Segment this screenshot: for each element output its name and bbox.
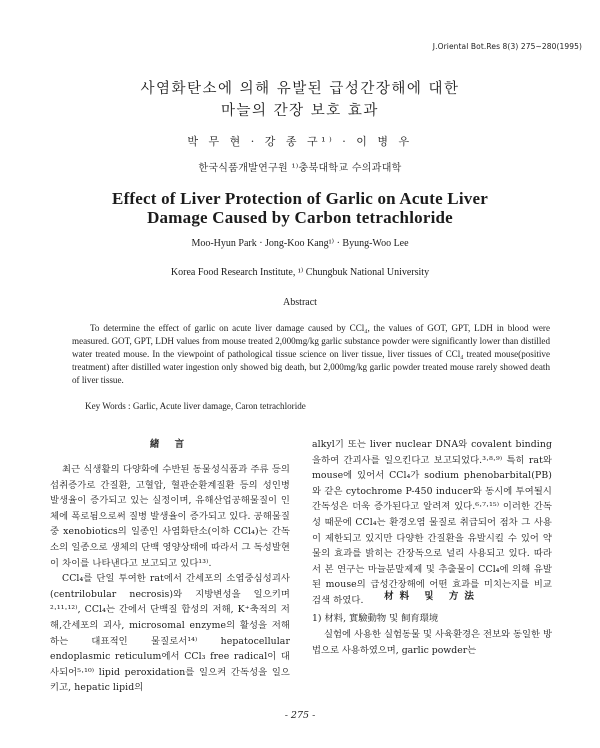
korean-title-line-2: 마늘의 간장 보호 효과 [221,103,379,119]
english-affiliation: Korea Food Research Institute, ¹⁾ Chungbuk National University [170,267,430,278]
page-number: - 275 - [284,710,316,721]
left-column [50,462,290,696]
english-title-line-1: Effect of Liver Protection of Garlic on Acute Liver [112,189,488,208]
abstract-text: To determine the effect of garlic on acute liver damage caused by CCl₄, the values of GOT, GPT, LDH in blood were measured. GOT, GPT, LDH values from mouse treated 2,000mg/kg garlic substance powder were significantly lower than distilled water treated mouse. In the viewpoint of pathological tissue science on liver tissue, liver tissues of CCl₄ treated mouse(positive treatment) after distilled water ingestion only showed big death, but 2,000mg/kg garlic powder treated mouse rarely showed death of liver tissue. [72,323,550,385]
korean-authors: 박 무 현 · 강 종 구¹⁾ · 이 병 우 [187,135,413,148]
keywords: Key Words : Garlic, Acute liver damage, Caron tetrachloride [85,401,306,411]
english-title-line-2: Damage Caused by Carbon tetrachloride [147,208,453,227]
methods-subheading: 1) 材料, 實驗動物 및 飼育環境 [312,613,439,624]
english-authors: Moo-Hyun Park · Jong-Koo Kang¹⁾ · Byung-Woo Lee [191,238,409,249]
korean-affiliation: 한국식품개발연구원 ¹⁾충북대학교 수의과대학 [198,163,402,174]
methods-heading: 材料 및 方法 [384,591,480,602]
intro-heading: 緒 言 [149,439,191,450]
intro-paragraph-2: CCl₄를 단일 투여한 rat에서 간세포의 소엽중심성괴사(centrilobular necrosis)와 지방변성을 일으키며²·¹¹·¹²⁾, CCl₄는 간에서 단백질 합성의 저해, K⁺축적의 저해,간세포의 괴사, microsomal enzyme의 활성을 저해하는 대표적인 물질로서¹⁴⁾ hepatocellular endoplasmic reticulum에서 CCl₃ free radical이 대사되어⁵·¹⁰⁾ lipid peroxidation를 일으켜 간독성을 일으키고, hepatic lipid의 [50,573,290,694]
methods-paragraph: 실험에 사용한 실험동물 및 사육환경은 전보와 동일한 방법으로 사용하였으며, garlic powder는 [312,629,552,656]
intro-paragraph-1: 최근 식생활의 다양화에 수반된 동물성식품과 주류 등의 섭취증가로 간질환, 고혈압, 혈관순환계질환 등의 성인병 발생율이 증가되고 있는 실정이며, 유해산업공해물질이 인체에 폭로됨으로써 질병 발생율이 증가되고 있다. 공해물질중 xenobiotics의 일종인 사염화탄소(이하 CCl₄)는 간독소의 일종으로 생체의 단백 영양상태에 따라서 그 독성발현이 차이를 나타낸다고 보고되고 있다¹³⁾. [50,464,290,569]
abstract-heading: Abstract [283,297,317,308]
korean-title-line-1: 사염화탄소에 의해 유발된 급성간장해에 대한 [140,81,460,97]
journal-reference: J.Oriental Bot.Res 8(3) 275~280(1995) [432,42,582,51]
right-column [312,437,552,609]
right-paragraph-1: alkyl기 또는 liver nuclear DNA와 covalent binding을하여 간괴사를 일으킨다고 보고되었다.³·⁸·⁹⁾ 특히 rat와 mouse에 있어서 CCl₄가 sodium phenobarbital(PB)와 같은 cytochrome P-450 inducer와 동시에 투여될시 간독성은 더욱 증가된다고 알려져 있다.⁶·⁷·¹⁵⁾ 이러한 간독성 때문에 CCl₄는 환경오염 물질로 취급되어 점차 그 사용이 제한되고 있지만 다양한 간질환을 유발시킬 수 있어 약물의 효과를 밝히는 간장독으로 널리 사용되고 있다. 따라서 본 연구는 마늘분말제제 및 추출물이 CCl₄에 의해 유발된 mouse의 급성간장해에 어떤 효과를 미치는지를 비교검색 하였다. [312,439,552,606]
